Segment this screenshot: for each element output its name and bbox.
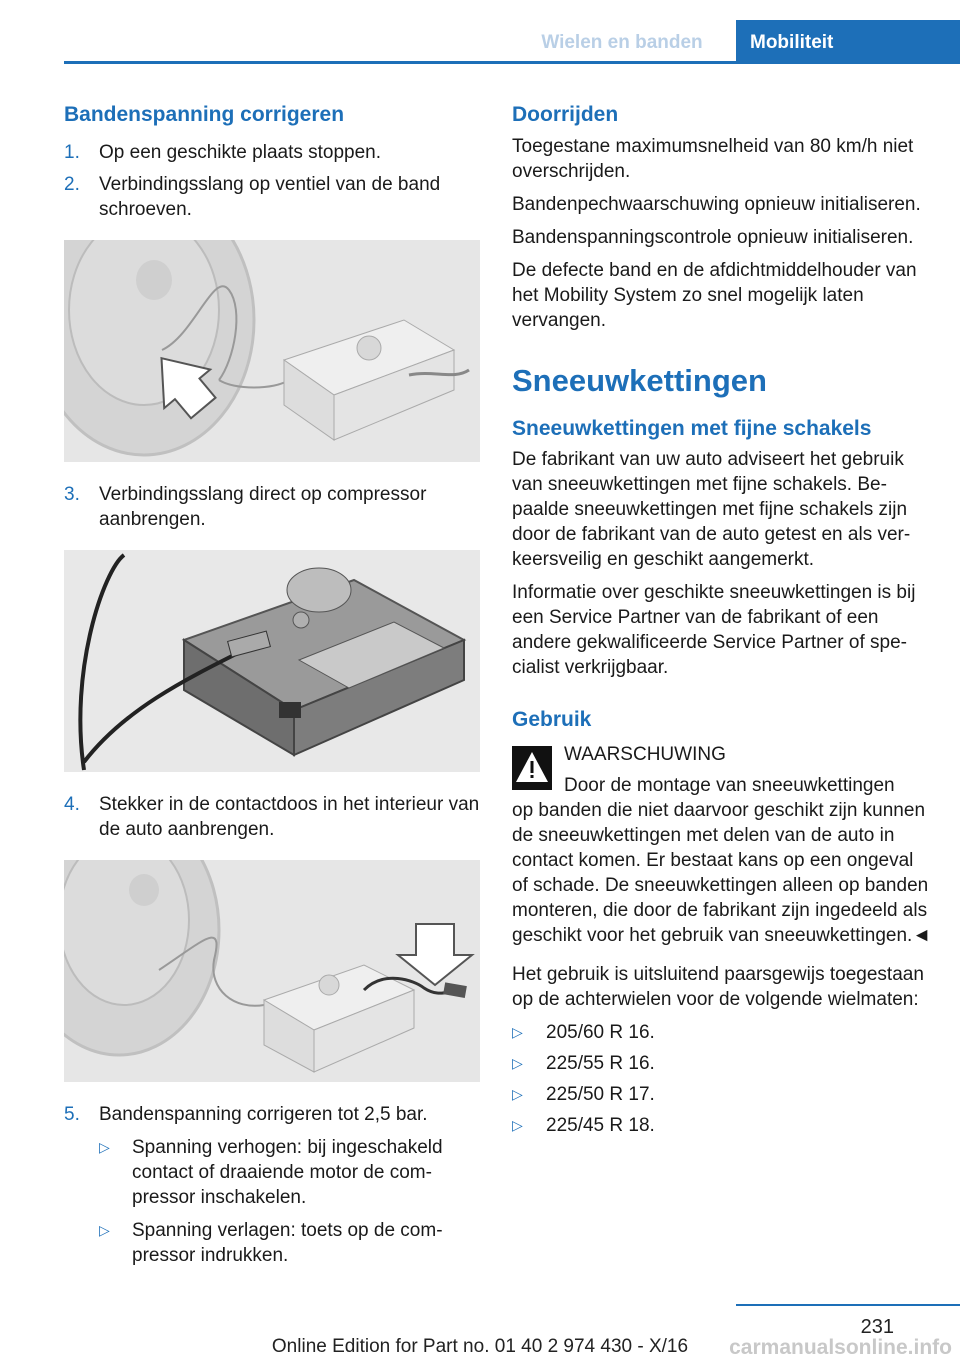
warning-text: op banden die niet daarvoor geschikt zijn kunnen de sneeuwkettingen met delen van de auto in contact komen. Er bestaat kans op een ongeval of schade. De sneeuwkettingen alleen op banden monteren, die door de fabrikant zijn ingedeeld als geschikt voor het gebruik van sneeuwkettingen.◄ — [512, 800, 932, 946]
watermark-brand[interactable]: carmanualsonline.info — [729, 1336, 952, 1359]
fine-chains-paragraph: Informatie over geschikte sneeuwkettingen is bij een Service Partner van de fabrikant of een andere gekwalificeerde Service Partner of specialist verkrijgbaar. — [512, 582, 916, 678]
drive-paragraph: Toegestane maximumsnelheid van 80 km/h niet overschrijden. — [512, 136, 914, 182]
warning-block — [512, 742, 932, 798]
figure-plug-in-socket — [64, 860, 480, 1082]
wheel-size-text: 205/60 R 16. — [546, 1022, 655, 1043]
drive-paragraph: Bandenspanningscontrole opnieuw initialiseren. — [512, 227, 914, 248]
sub-bullet-text: Spanning verlagen: toets op de compressor indrukken. — [132, 1220, 443, 1266]
warning-label: WAARSCHUWING — [564, 744, 726, 765]
triangle-bullet-icon: ▷ — [512, 1117, 523, 1133]
sub-bullet-decrease — [64, 1218, 480, 1268]
step-number: 2. — [64, 174, 80, 195]
wheel-size-text: 225/55 R 16. — [546, 1053, 655, 1074]
step-number: 1. — [64, 142, 80, 163]
triangle-bullet-icon: ▷ — [512, 1086, 523, 1102]
step-text: Op een geschikte plaats stoppen. — [99, 142, 382, 163]
edition-line: Online Edition for Part no. 01 40 2 974 430 - X/16 — [271, 1336, 689, 1357]
usage-paragraph: Het gebruik is uitsluitend paarsgewijs toegestaan op de achterwielen voor de volgende wielmaten: — [512, 964, 924, 1010]
figure-hose-on-valve — [64, 240, 480, 462]
wheel-size-item — [512, 1020, 932, 1045]
step-number: 4. — [64, 794, 80, 815]
step-text: Verbindingsslang direct op compressor aanbrengen. — [99, 484, 427, 530]
wheel-size-item — [512, 1051, 932, 1076]
tire-pressure-heading: Bandenspanning corrigeren — [64, 103, 345, 126]
usage-heading: Gebruik — [512, 708, 592, 731]
figure-compressor-connection — [64, 550, 480, 772]
step-text: Stekker in de contactdoos in het interieur van de auto aanbrengen. — [99, 794, 480, 840]
triangle-bullet-icon: ▷ — [99, 1139, 110, 1155]
header-chapter-tab[interactable]: Mobiliteit — [736, 20, 960, 64]
page-number: 231 — [860, 1316, 894, 1338]
wheel-size-item — [512, 1082, 932, 1107]
drive-paragraph: Bandenpechwaarschuwing opnieuw initialiseren. — [512, 194, 921, 215]
warning-first-line: Door de montage van sneeuwkettingen — [564, 775, 895, 796]
step-1 — [64, 140, 480, 165]
step-3 — [64, 482, 480, 532]
step-number: 3. — [64, 484, 80, 505]
wheel-size-text: 225/50 R 17. — [546, 1084, 655, 1105]
step-2 — [64, 172, 480, 222]
snow-chains-title: Sneeuwkettingen — [512, 363, 767, 398]
continue-driving-heading: Doorrijden — [512, 103, 619, 126]
step-text: Bandenspanning corrigeren tot 2,5 bar. — [99, 1104, 428, 1125]
fine-chains-paragraph: De fabrikant van uw auto adviseert het gebruik van sneeuwkettingen met fijne schakels. Bepaalde sneeuwkettingen met fijne schakels zijn door de fabrikant van de auto getest en als verkeersveilig en geschikt aangemerkt. — [512, 449, 911, 570]
sub-bullet-increase — [64, 1135, 480, 1210]
triangle-bullet-icon: ▷ — [512, 1024, 523, 1040]
wheel-size-item — [512, 1113, 932, 1138]
step-4 — [64, 792, 480, 842]
header-rule — [64, 61, 960, 64]
fine-link-chains-heading: Sneeuwkettingen met fijne schakels — [512, 417, 872, 440]
footer-rule — [736, 1304, 960, 1306]
triangle-bullet-icon: ▷ — [512, 1055, 523, 1071]
step-number: 5. — [64, 1104, 80, 1125]
sub-bullet-text: Spanning verhogen: bij ingeschakeld contact of draaiende motor de compressor inschakelen. — [132, 1137, 443, 1208]
drive-paragraph: De defecte band en de afdichtmiddelhouder van het Mobility System zo snel mogelijk laten vervangen. — [512, 260, 917, 331]
step-5 — [64, 1102, 480, 1127]
warning-icon — [512, 746, 552, 790]
wheel-size-text: 225/45 R 18. — [546, 1115, 655, 1136]
left-column — [64, 100, 480, 1275]
step-text: Verbindingsslang op ventiel van de band schroeven. — [99, 174, 441, 220]
right-column — [512, 100, 932, 1144]
header-section-tab[interactable]: Wielen en banden — [541, 32, 703, 53]
triangle-bullet-icon: ▷ — [99, 1222, 110, 1238]
